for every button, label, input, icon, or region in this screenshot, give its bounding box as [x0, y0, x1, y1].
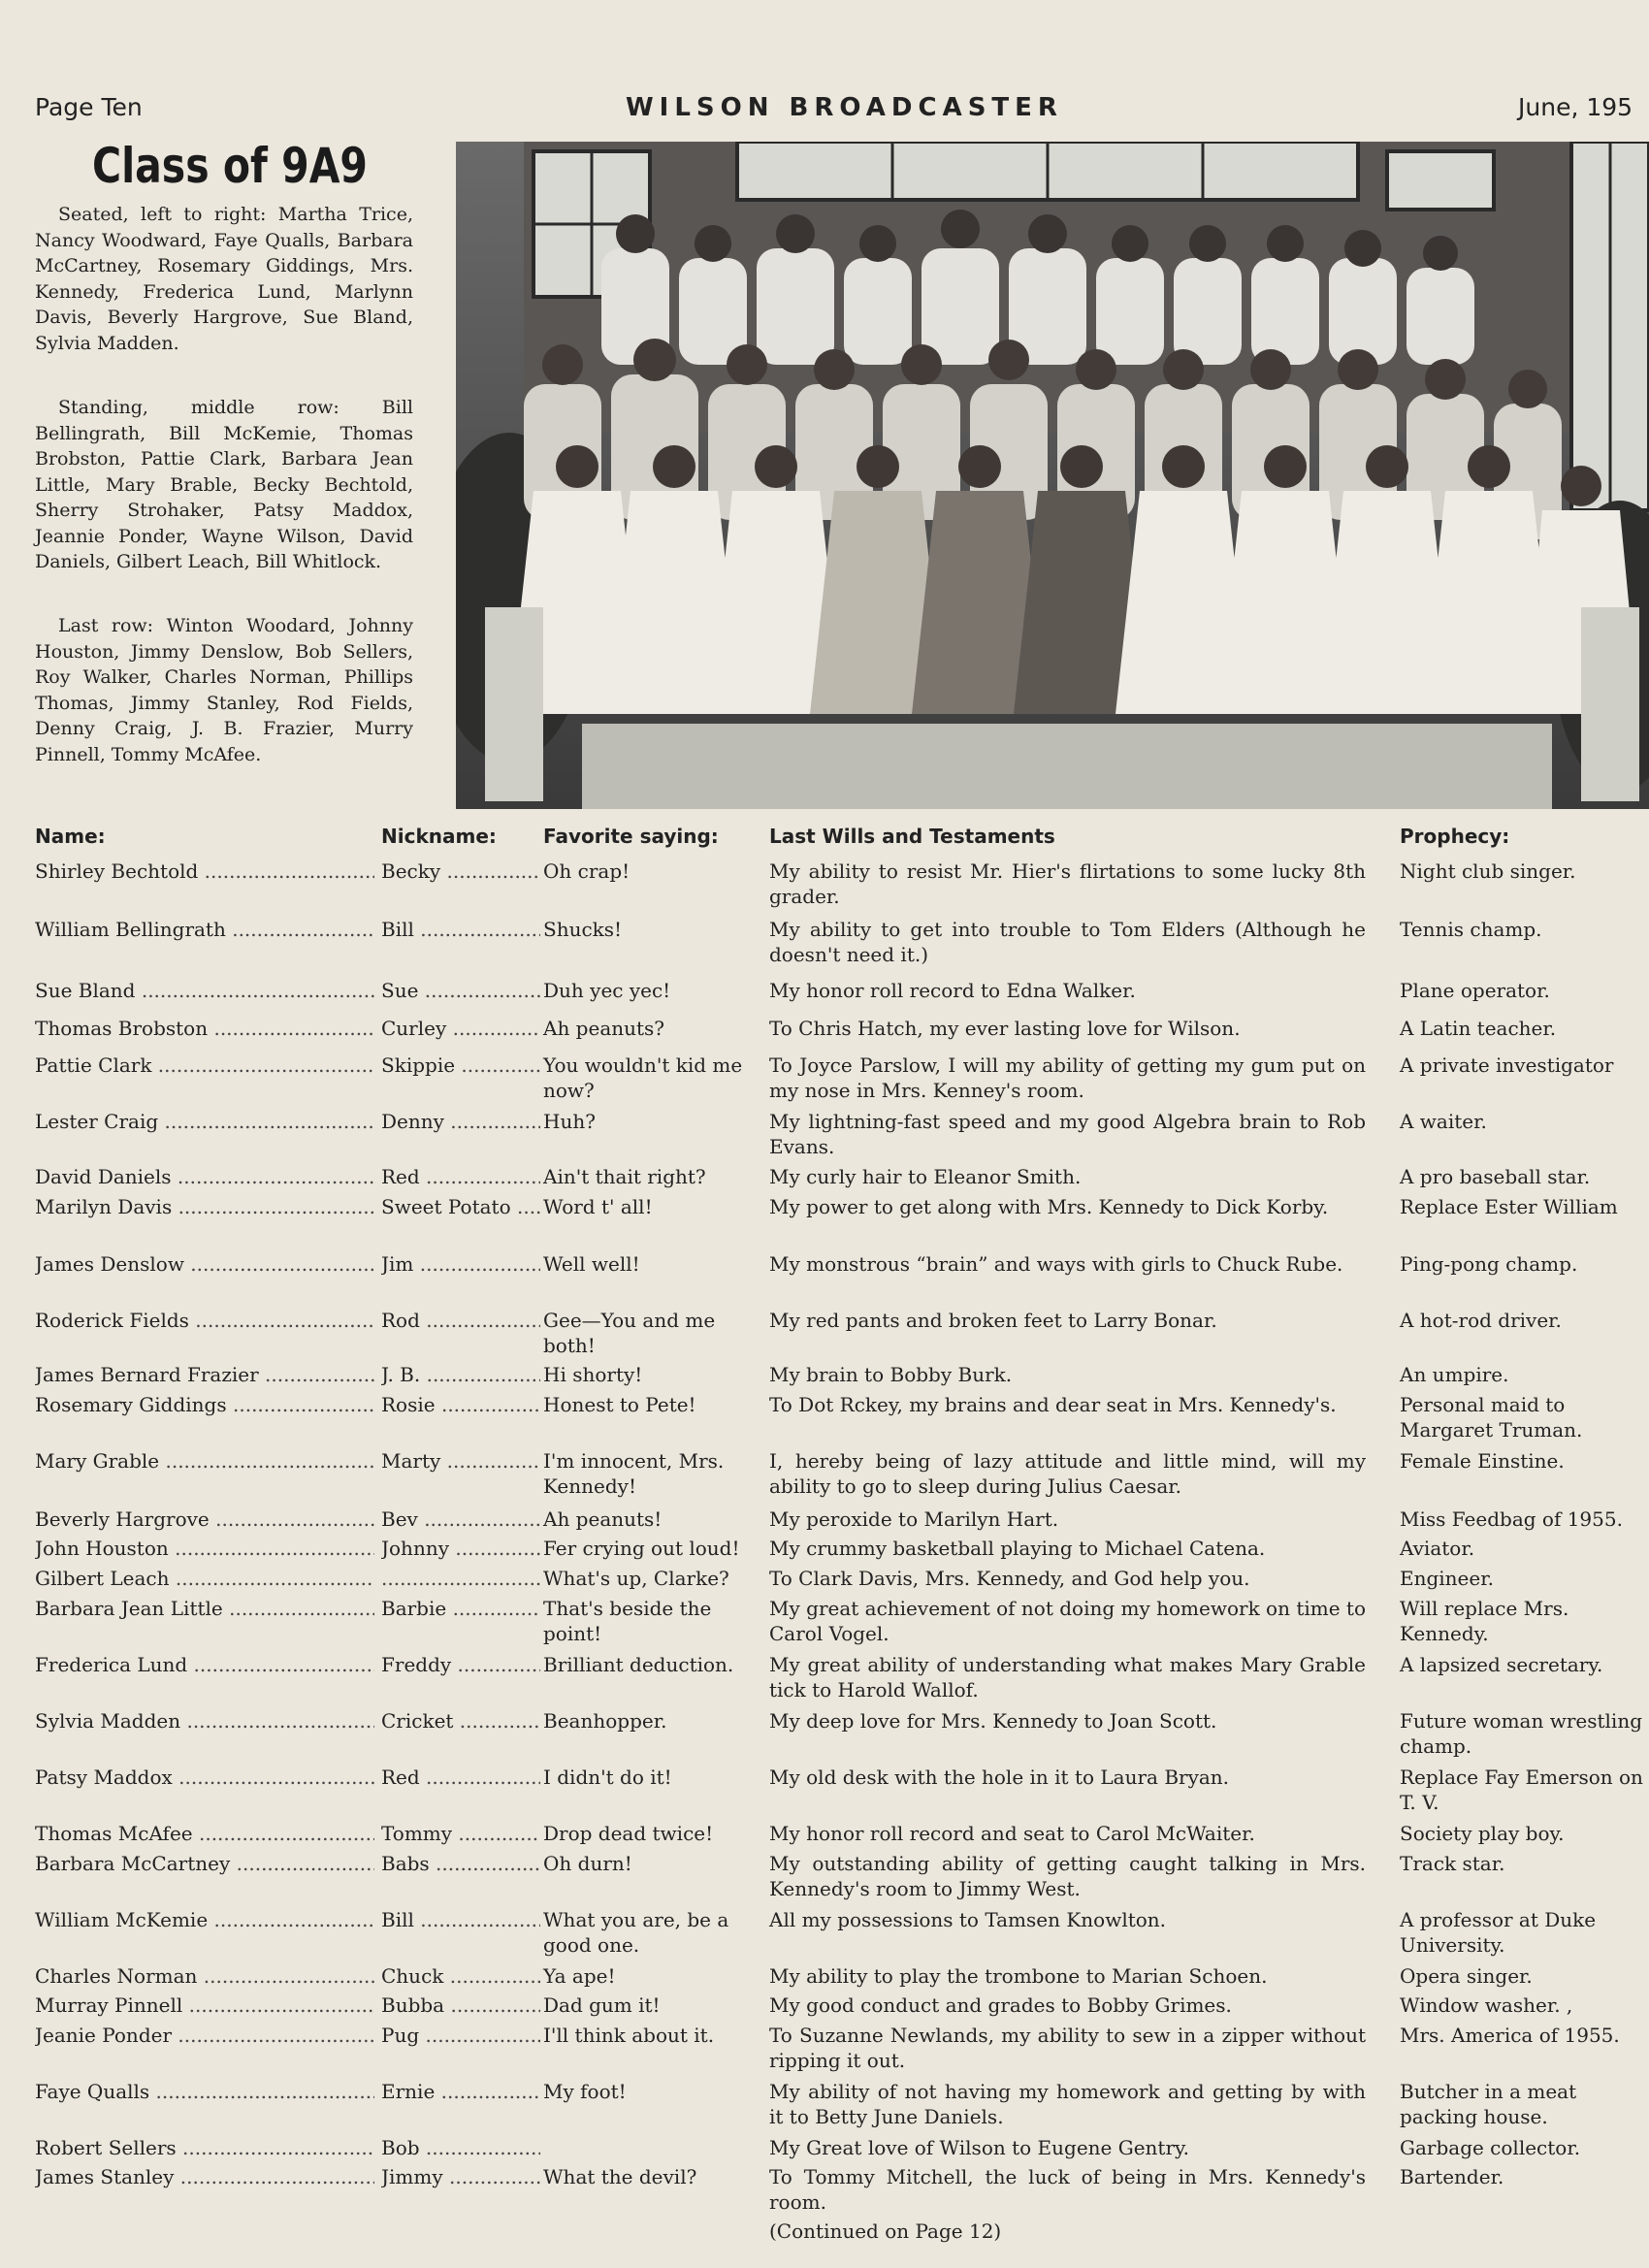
cell-prophecy: Tennis champ.: [1400, 918, 1542, 941]
cell-prophecy: Night club singer.: [1400, 859, 1576, 883]
cell-will: To Clark Davis, Mrs. Kennedy, and God help you.: [769, 1567, 1250, 1590]
cell-prophecy: A professor at Duke University.: [1400, 1908, 1597, 1957]
cell-nickname: Freddy .....: [381, 1652, 540, 1677]
cell-name: Pattie Clark .....: [35, 1053, 374, 1078]
cell-saying: Well well!: [543, 1252, 640, 1276]
cell-nickname: Sweet Potato .....: [381, 1194, 540, 1219]
column-header-name: Name:: [35, 825, 106, 848]
cell-saying: I'm innocent, Mrs. Kennedy!: [543, 1449, 725, 1498]
cell-saying: Word t' all!: [543, 1195, 653, 1218]
cell-name: Sylvia Madden .....: [35, 1708, 374, 1733]
cell-saying: Dad gum it!: [543, 1993, 661, 2017]
cell-will: To Joyce Parslow, I will my ability of getting my gum put on my nose in Mrs. Kenney's room.: [769, 1053, 1366, 1102]
cell-name: John Houston .....: [35, 1536, 374, 1561]
cell-will: My old desk with the hole in it to Laura Bryan.: [769, 1766, 1230, 1789]
cell-will: To Chris Hatch, my ever lasting love for Wilson.: [769, 1017, 1241, 1040]
cell-name: Sue Bland .....: [35, 978, 374, 1003]
cell-saying: Ah peanuts!: [543, 1507, 663, 1531]
cell-nickname: Becky .....: [381, 859, 540, 884]
cell-will: My crummy basketball playing to Michael Catena.: [769, 1537, 1266, 1560]
cell-will: My ability to play the trombone to Marian Schoen.: [769, 1964, 1268, 1988]
cell-will: My honor roll record to Edna Walker.: [769, 979, 1136, 1002]
cell-nickname: Barbie .....: [381, 1596, 540, 1621]
cell-saying: Ah peanuts?: [543, 1017, 665, 1040]
cell-name: Faye Qualls .....: [35, 2079, 374, 2104]
cell-saying: Ain't thait right?: [543, 1165, 706, 1188]
cell-nickname: Skippie .....: [381, 1053, 540, 1078]
cell-prophecy: A Latin teacher.: [1400, 1017, 1557, 1040]
cell-saying: I didn't do it!: [543, 1766, 672, 1789]
cell-name: James Denslow .....: [35, 1251, 374, 1277]
cell-name: William McKemie .....: [35, 1907, 374, 1932]
cell-prophecy: Future woman wrestling champ.: [1400, 1709, 1643, 1758]
cell-saying: Oh crap!: [543, 859, 630, 883]
cell-will: I, hereby being of lazy attitude and little mind, will my ability to go to sleep during Julius Caesar.: [769, 1449, 1366, 1498]
cell-saying: Hi shorty!: [543, 1363, 643, 1386]
cell-saying: Drop dead twice!: [543, 1822, 714, 1845]
cell-will: My good conduct and grades to Bobby Grimes.: [769, 1993, 1232, 2017]
cell-prophecy: Bartender.: [1400, 2165, 1504, 2188]
cell-nickname: Bubba .....: [381, 1993, 540, 2018]
cell-will: All my possessions to Tamsen Knowlton.: [769, 1908, 1167, 1931]
cell-will: My monstrous “brain” and ways with girls to Chuck Rube.: [769, 1252, 1343, 1276]
cell-saying: What the devil?: [543, 2165, 697, 2188]
cell-prophecy: Mrs. America of 1955.: [1400, 2024, 1620, 2047]
cell-saying: Gee—You and me both!: [543, 1309, 716, 1357]
cell-prophecy: A hot-rod driver.: [1400, 1309, 1562, 1332]
cell-nickname: Babs .....: [381, 1851, 540, 1876]
cell-saying: You wouldn't kid me now?: [543, 1053, 743, 1102]
cell-nickname: Bill .....: [381, 917, 540, 942]
cell-prophecy: Window washer. ,: [1400, 1993, 1573, 2017]
cell-name: Jeanie Ponder .....: [35, 2023, 374, 2048]
cell-prophecy: Female Einstine.: [1400, 1449, 1565, 1473]
cell-prophecy: Will replace Mrs. Kennedy.: [1400, 1597, 1569, 1645]
cell-name: Lester Craig .....: [35, 1109, 374, 1134]
cell-prophecy: Ping-pong champ.: [1400, 1252, 1578, 1276]
cell-will: My outstanding ability of getting caught talking in Mrs. Kennedy's room to Jimmy West.: [769, 1852, 1366, 1900]
newspaper-title: WILSON BROADCASTER: [626, 93, 1063, 122]
cell-name: Barbara McCartney .....: [35, 1851, 374, 1876]
cell-nickname: Red .....: [381, 1765, 540, 1790]
cell-nickname: Chuck .....: [381, 1963, 540, 1989]
cell-nickname: Jimmy .....: [381, 2164, 540, 2189]
cell-prophecy: Society play boy.: [1400, 1822, 1565, 1845]
cell-prophecy: Personal maid to Margaret Truman.: [1400, 1393, 1583, 1442]
cell-prophecy: Miss Feedbag of 1955.: [1400, 1507, 1623, 1531]
cell-saying: Beanhopper.: [543, 1709, 667, 1733]
cell-will: My red pants and broken feet to Larry Bonar.: [769, 1309, 1217, 1332]
column-header-nickname: Nickname:: [381, 825, 497, 848]
cell-prophecy: A waiter.: [1400, 1110, 1487, 1133]
cell-name: Patsy Maddox .....: [35, 1765, 374, 1790]
cell-nickname: Tommy .....: [381, 1821, 540, 1846]
cell-name: Rosemary Giddings .....: [35, 1392, 374, 1417]
cell-prophecy: Engineer.: [1400, 1567, 1494, 1590]
cell-name: Murray Pinnell .....: [35, 1993, 374, 2018]
cell-name: Charles Norman .....: [35, 1963, 374, 1989]
cell-nickname: Denny .....: [381, 1109, 540, 1134]
cell-saying: My foot!: [543, 2080, 627, 2103]
cell-will: To Dot Rckey, my brains and dear seat in Mrs. Kennedy's.: [769, 1393, 1337, 1416]
cell-name: Thomas Brobston .....: [35, 1016, 374, 1041]
caption-standing: Standing, middle row: Bill Bellingrath, Bill McKemie, Thomas Brobston, Pattie Clark, Barbara Jean Little, Mary Brable, Becky Bechtold, Sherry Strohaker, Patsy Maddox, Jeannie Ponder, Wayne Wilson, David Daniels, Gilbert Leach, Bill Whitlock.: [35, 397, 413, 572]
column-header-saying: Favorite saying:: [543, 825, 719, 848]
caption-seated: Seated, left to right: Martha Trice, Nancy Woodward, Faye Qualls, Barbara McCartney, Rosemary Giddings, Mrs. Kennedy, Frederica Lund, Marlynn Davis, Beverly Hargrove, Sue Bland, Sylvia Madden.: [35, 204, 413, 354]
cell-prophecy: Opera singer.: [1400, 1964, 1533, 1988]
cell-will: My ability of not having my homework and getting by with it to Betty June Daniels.: [769, 2080, 1366, 2128]
cell-prophecy: Garbage collector.: [1400, 2136, 1581, 2159]
cell-name: William Bellingrath .....: [35, 917, 374, 942]
cell-name: David Daniels .....: [35, 1164, 374, 1189]
cell-nickname: Ernie .....: [381, 2079, 540, 2104]
cell-prophecy: Track star.: [1400, 1852, 1505, 1875]
cell-prophecy: Replace Ester William: [1400, 1195, 1618, 1218]
cell-prophecy: A lapsized secretary.: [1400, 1653, 1603, 1676]
cell-nickname: [381, 1566, 540, 1591]
cell-prophecy: Aviator.: [1400, 1537, 1475, 1560]
cell-nickname: Johnny .....: [381, 1536, 540, 1561]
cell-will: My Great love of Wilson to Eugene Gentry.: [769, 2136, 1190, 2159]
column-header-wills: Last Wills and Testaments: [769, 825, 1055, 848]
cell-name: Mary Grable .....: [35, 1448, 374, 1474]
cell-will: My honor roll record and seat to Carol McWaiter.: [769, 1822, 1255, 1845]
cell-nickname: Rosie .....: [381, 1392, 540, 1417]
caption-last-row: Last row: Winton Woodard, Johnny Houston, Jimmy Denslow, Bob Sellers, Roy Walker, Charles Norman, Phillips Thomas, Jimmy Stanley, Rod Fields, Denny Craig, J. B. Frazier, Murry Pinnell, Tommy McAfee.: [35, 615, 413, 765]
cell-saying: What you are, be a good one.: [543, 1908, 729, 1957]
cell-saying: I'll think about it.: [543, 2024, 715, 2047]
cell-prophecy: Butcher in a meat packing house.: [1400, 2080, 1577, 2128]
cell-will: My peroxide to Marilyn Hart.: [769, 1507, 1059, 1531]
cell-prophecy: Plane operator.: [1400, 979, 1550, 1002]
continued-note: (Continued on Page 12): [769, 2219, 1002, 2243]
cell-saying: Brilliant deduction.: [543, 1653, 734, 1676]
class-title: Class of 9A9: [92, 138, 368, 194]
cell-name: Gilbert Leach .....: [35, 1566, 374, 1591]
cell-nickname: Bev .....: [381, 1507, 540, 1532]
cell-will: My lightning-fast speed and my good Algebra brain to Rob Evans.: [769, 1110, 1366, 1158]
cell-nickname: Pug .....: [381, 2023, 540, 2048]
cell-will: My great achievement of not doing my homework on time to Carol Vogel.: [769, 1597, 1366, 1645]
cell-name: Roderick Fields .....: [35, 1308, 374, 1333]
cell-name: Barbara Jean Little .....: [35, 1596, 374, 1621]
cell-name: Marilyn Davis .....: [35, 1194, 374, 1219]
cell-will: To Tommy Mitchell, the luck of being in Mrs. Kennedy's room.: [769, 2165, 1366, 2214]
cell-will: My ability to get into trouble to Tom Elders (Although he doesn't need it.): [769, 918, 1366, 966]
cell-prophecy: Replace Fay Emerson on T. V.: [1400, 1766, 1643, 1814]
column-header-prophecy: Prophecy:: [1400, 825, 1510, 848]
cell-nickname: Bill .....: [381, 1907, 540, 1932]
cell-prophecy: A private investigator: [1400, 1053, 1614, 1077]
cell-nickname: Rod .....: [381, 1308, 540, 1333]
cell-saying: Oh durn!: [543, 1852, 632, 1875]
page-number: Page Ten: [35, 93, 143, 121]
cell-name: James Bernard Frazier .....: [35, 1362, 374, 1387]
cell-will: My deep love for Mrs. Kennedy to Joan Scott.: [769, 1709, 1217, 1733]
cell-will: To Suzanne Newlands, my ability to sew in a zipper without ripping it out.: [769, 2024, 1366, 2072]
cell-nickname: Red .....: [381, 1164, 540, 1189]
cell-will: My brain to Bobby Burk.: [769, 1363, 1013, 1386]
cell-name: Thomas McAfee .....: [35, 1821, 374, 1846]
cell-will: My power to get along with Mrs. Kennedy to Dick Korby.: [769, 1195, 1329, 1218]
cell-name: Beverly Hargrove .....: [35, 1507, 374, 1532]
cell-nickname: J. B. .....: [381, 1362, 540, 1387]
cell-saying: Huh?: [543, 1110, 596, 1133]
cell-nickname: Curley .....: [381, 1016, 540, 1041]
cell-name: James Stanley .....: [35, 2164, 374, 2189]
issue-date: June, 195: [1518, 93, 1633, 121]
cell-name: Shirley Bechtold .....: [35, 859, 374, 884]
cell-saying: Ya ape!: [543, 1964, 616, 1988]
cell-saying: Shucks!: [543, 918, 623, 941]
cell-saying: That's beside the point!: [543, 1597, 712, 1645]
cell-name: Robert Sellers .....: [35, 2135, 374, 2160]
cell-prophecy: An umpire.: [1400, 1363, 1509, 1386]
cell-nickname: Sue .....: [381, 978, 540, 1003]
cell-will: My great ability of understanding what makes Mary Grable tick to Harold Wallof.: [769, 1653, 1366, 1701]
cell-saying: Fer crying out loud!: [543, 1537, 740, 1560]
cell-saying: Duh yec yec!: [543, 979, 671, 1002]
cell-will: My curly hair to Eleanor Smith.: [769, 1165, 1082, 1188]
cell-nickname: Cricket .....: [381, 1708, 540, 1733]
cell-name: Frederica Lund .....: [35, 1652, 374, 1677]
cell-saying: What's up, Clarke?: [543, 1567, 729, 1590]
cell-saying: Honest to Pete!: [543, 1393, 696, 1416]
cell-nickname: Jim .....: [381, 1251, 540, 1277]
cell-prophecy: A pro baseball star.: [1400, 1165, 1591, 1188]
cell-nickname: Bob .....: [381, 2135, 540, 2160]
cell-will: My ability to resist Mr. Hier's flirtations to some lucky 8th grader.: [769, 859, 1366, 908]
cell-nickname: Marty .....: [381, 1448, 540, 1474]
